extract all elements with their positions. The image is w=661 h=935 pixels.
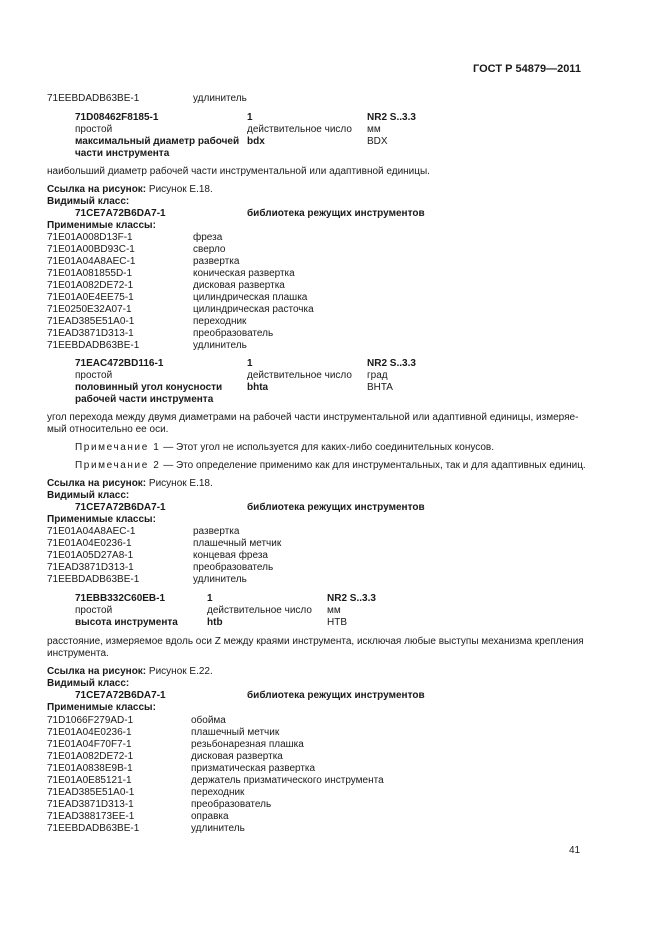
class-name: удлинитель [193,340,247,351]
list-item [47,799,407,811]
class-code: 71EEBDADB63BE-1 [47,93,140,104]
property-description: наибольший диаметр рабочей части инструментальной или адаптивной единицы. [47,166,430,177]
visible-class-code: 71CE7A72B6DA7-1 [75,502,166,513]
class-name: развертка [193,256,240,267]
property-reference: NR2 S..3.3 [327,593,376,604]
note-label: Примечание 2 [75,460,161,471]
property-name-cont: рабочей части инструмента [75,394,214,405]
list-item [47,244,407,256]
figure-reference [47,184,213,196]
list-item [47,292,407,304]
applicable-classes-label: Применимые классы: [47,702,156,713]
visible-class-label: Видимый класс: [47,196,130,207]
class-name: преобразователь [193,328,274,339]
applicable-classes-label: Применимые классы: [47,514,156,525]
list-item [47,93,407,105]
class-code: 71E01A04E0236-1 [47,538,132,549]
note-1 [75,442,595,454]
property-id: 71EBB332C60EB-1 [75,593,166,604]
visible-class-name: библиотека режущих инструментов [247,690,425,701]
class-code: 71E01A04A8AEC-1 [47,526,136,537]
property-unit: мм [327,605,341,616]
list-item [47,304,407,316]
figure-label: Ссылка на рисунок: [47,478,147,489]
class-name: цилиндрическая плашка [193,292,308,303]
class-code: 71D1066F279AD-1 [47,715,134,726]
property-name: высота инструмента [75,617,178,628]
class-code: 71E01A0E85121-1 [47,775,132,786]
property-kind: простой [75,370,113,381]
list-item [47,232,407,244]
class-name: оправка [191,811,229,822]
note-2 [75,460,595,472]
class-name: фреза [193,232,223,243]
list-item [47,751,407,763]
property-symbol-upper: HTB [327,617,347,628]
property-name: максимальный диаметр рабочей [75,136,240,147]
property-version: 1 [247,358,253,369]
class-name: плашечный метчик [191,727,280,738]
class-name: концевая фреза [193,550,268,561]
property-version: 1 [247,112,253,123]
class-code: 71EAD388173EE-1 [47,811,135,822]
property-value-type: действительное число [247,370,352,381]
class-name: резьбонарезная плашка [191,739,304,750]
property-kind: простой [75,605,113,616]
property-symbol: bdx [247,136,265,147]
class-name: цилиндрическая расточка [193,304,314,315]
class-name: удлинитель [193,93,247,104]
figure-label: Ссылка на рисунок: [47,184,147,195]
standard-header: ГОСТ Р 54879—2011 [473,63,581,75]
figure-value: Рисунок Е.18. [148,478,213,489]
list-item [47,316,407,328]
figure-value: Рисунок Е.18. [148,184,213,195]
class-code: 71E01A008D13F-1 [47,232,133,243]
class-code: 71E01A04E0236-1 [47,727,132,738]
list-item [47,268,407,280]
property-name: половинный угол конусности [75,382,223,393]
figure-reference [47,478,213,490]
figure-value: Рисунок Е.22. [148,666,213,677]
list-item [47,526,407,538]
property-version: 1 [207,593,213,604]
list-item [47,715,407,727]
class-code: 71EEBDADB63BE-1 [47,340,140,351]
class-code: 71E01A082DE72-1 [47,751,134,762]
class-code: 71E01A0E4EE75-1 [47,292,134,303]
class-name: преобразователь [193,562,274,573]
property-value-type: действительное число [247,124,352,135]
list-item [47,727,407,739]
figure-reference [47,666,213,678]
page-number: 41 [569,845,581,856]
class-name: дисковая развертка [193,280,285,291]
list-item [47,550,407,562]
class-code: 71E0250E32A07-1 [47,304,132,315]
class-name: сверло [193,244,226,255]
list-item [47,739,407,751]
list-item [47,787,407,799]
class-name: плашечный метчик [193,538,282,549]
property-reference: NR2 S..3.3 [367,358,416,369]
list-item [47,763,407,775]
class-name: удлинитель [191,823,245,834]
note-text: — Это определение применимо как для инструментальных, так и для адаптивных единиц. [163,460,586,471]
visible-class-label: Видимый класс: [47,490,130,501]
class-name: удлинитель [193,574,247,585]
list-item [47,538,407,550]
class-code: 71E01A081855D-1 [47,268,133,279]
property-kind: простой [75,124,113,135]
class-code: 71EEBDADB63BE-1 [47,823,140,834]
visible-class-code: 71CE7A72B6DA7-1 [75,690,166,701]
list-item [47,280,407,292]
class-name: преобразователь [191,799,272,810]
property-id: 71D08462F8185-1 [75,112,159,123]
list-item [47,775,407,787]
list-item [47,823,407,835]
property-value-type: действительное число [207,605,312,616]
list-item [47,256,407,268]
property-description-cont: инструмента. [47,648,109,659]
list-item [47,562,407,574]
class-name: развертка [193,526,240,537]
list-item [47,340,407,352]
list-item [47,328,407,340]
list-item [47,811,407,823]
property-symbol-upper: BHTA [367,382,393,393]
property-description: угол перехода между двумя диаметрами на рабочей части инструментальной или адаптивной единицы, измеряе- [47,412,579,423]
class-code: 71EAD385E51A0-1 [47,316,135,327]
class-code: 71E01A05D27A8-1 [47,550,134,561]
note-label: Примечание 1 [75,442,161,453]
class-name: обойма [191,715,226,726]
class-name: переходник [193,316,247,327]
property-id: 71EAC472BD116-1 [75,358,164,369]
class-name: держатель призматического инструмента [191,775,384,786]
list-item [47,574,407,586]
property-symbol-upper: BDX [367,136,388,147]
class-code: 71EAD3871D313-1 [47,799,134,810]
class-code: 71E01A0838E9B-1 [47,763,133,774]
property-unit: град [367,370,388,381]
class-name: переходник [191,787,245,798]
property-description: расстояние, измеряемое вдоль оси Z между краями инструмента, исключая любые выступы механизма крепления [47,636,584,647]
property-description-cont: мый относительно ее оси. [47,424,169,435]
class-code: 71EAD3871D313-1 [47,328,134,339]
class-name: дисковая развертка [191,751,283,762]
figure-label: Ссылка на рисунок: [47,666,147,677]
property-name-cont: части инструмента [75,148,170,159]
property-symbol: htb [207,617,223,628]
class-name: коническая развертка [193,268,295,279]
class-name: призматическая развертка [191,763,316,774]
class-code: 71E01A04A8AEC-1 [47,256,136,267]
class-code: 71EAD385E51A0-1 [47,787,135,798]
class-code: 71EEBDADB63BE-1 [47,574,140,585]
visible-class-name: библиотека режущих инструментов [247,208,425,219]
class-code: 71E01A082DE72-1 [47,280,134,291]
class-code: 71E01A00BD93C-1 [47,244,135,255]
applicable-classes-label: Применимые классы: [47,220,156,231]
property-reference: NR2 S..3.3 [367,112,416,123]
property-symbol: bhta [247,382,269,393]
note-text: — Этот угол не используется для каких-либо соединительных конусов. [163,442,495,453]
visible-class-name: библиотека режущих инструментов [247,502,425,513]
property-unit: мм [367,124,381,135]
class-code: 71E01A04F70F7-1 [47,739,132,750]
visible-class-label: Видимый класс: [47,678,130,689]
visible-class-code: 71CE7A72B6DA7-1 [75,208,166,219]
class-code: 71EAD3871D313-1 [47,562,134,573]
